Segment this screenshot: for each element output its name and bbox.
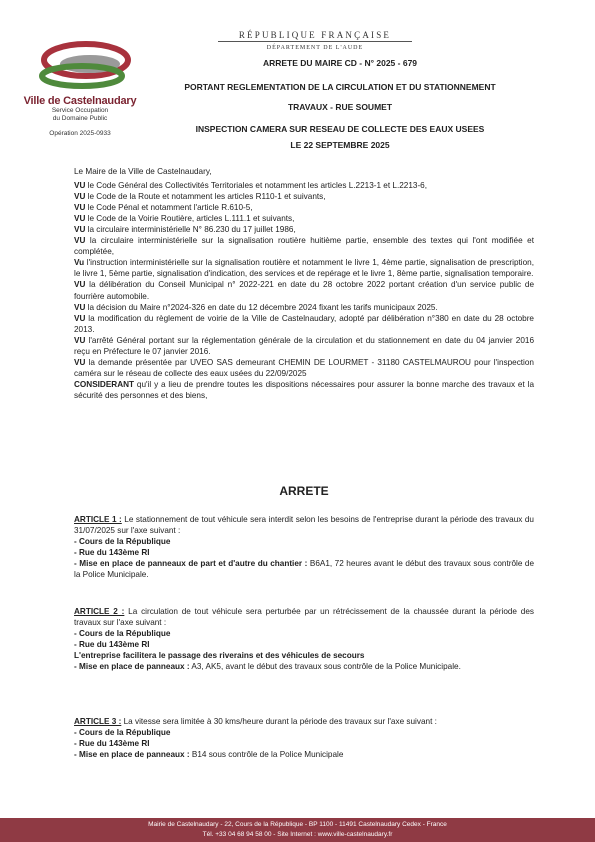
article-text: La vitesse sera limitée à 30 kms/heure durant la période des travaux sur l'axe suivant : <box>121 717 437 726</box>
decree-inspection: INSPECTION CAMERA SUR RESEAU DE COLLECTE DES EAUX USEES <box>195 124 485 134</box>
decree-works: TRAVAUX - RUE SOUMET <box>287 102 393 112</box>
decree-number: ARRETE DU MAIRE CD - N° 2025 - 679 <box>262 58 418 68</box>
preamble-text: le Code de la Route et notamment les articles R110-1 et suivants, <box>85 192 326 202</box>
article-label: ARTICLE 1 : <box>74 515 122 524</box>
article-line: - Rue du 143ème RI <box>74 548 150 558</box>
preamble-keyword: VU <box>74 214 86 224</box>
preamble-item <box>74 180 534 191</box>
preamble-text: la modification du règlement de voirie de la Ville de Castelnaudary, adopté par délibération n°380 en date du 28 octobre 2013. <box>74 313 534 334</box>
republic-divider <box>218 41 412 42</box>
preamble-text: la circulaire interministérielle sur la signalisation routière huitième partie, ensemble des textes qui l'ont modifiée et complétée, <box>74 236 534 257</box>
preamble-item <box>74 191 534 202</box>
decree-date: LE 22 SEPTEMBRE 2025 <box>290 140 390 150</box>
preamble-keyword: VU <box>74 181 86 191</box>
preamble-keyword: CONSIDERANT <box>74 379 135 389</box>
preamble-keyword: Vu <box>74 258 85 268</box>
decree-subject: PORTANT REGLEMENTATION DE LA CIRCULATION ET DU STATIONNEMENT <box>184 82 496 92</box>
preamble-item <box>74 257 534 279</box>
article-line: - Rue du 143ème RI <box>74 739 150 749</box>
operation-number: Opération 2025-0933 <box>49 130 111 137</box>
preamble-text: le Code Pénal et notamment l'article R.610-5, <box>85 203 253 213</box>
article-line: - Mise en place de panneaux de part et d'autre du chantier : B6A1, 72 heures avant le début des travaux sous contrôle de la Police Municipale. <box>74 559 535 580</box>
preamble-item <box>74 235 534 257</box>
city-name: Ville de Castelnaudary <box>23 95 137 107</box>
department-heading: DÉPARTEMENT DE L'AUDE <box>266 45 364 51</box>
preamble-keyword: VU <box>74 280 86 290</box>
preamble-item <box>74 224 534 235</box>
preamble-item <box>74 357 534 379</box>
preamble-text: la demande présentée par UVEO SAS demeurant CHEMIN DE LOURMET - 31180 CASTELMAUROU pour l'inspection caméra sur le réseau de collecte des eaux usées du 22/09/2025 <box>74 357 534 378</box>
preamble-keyword: VU <box>74 203 86 213</box>
preamble-text: le Code Général des Collectivités Territoriales et notamment les articles L.2213-1 et L.2213-6, <box>85 181 427 191</box>
article-label: ARTICLE 3 : <box>74 717 122 726</box>
preamble-text: le Code de la Voirie Routière, articles L.111.1 et suivants, <box>85 214 295 224</box>
preamble-text: l'instruction interministérielle sur la signalisation routière et notamment le livre 1, 4ème partie, signalisation de prescription, le livre 1, 5ème partie, signalisation d'indication, des services et de repérage et le livre 1, 8ème partie, signalisation temporaire. <box>74 258 534 279</box>
article-line: - Cours de la République <box>74 728 171 738</box>
preamble-item <box>74 213 534 224</box>
article-line: - Cours de la République <box>74 537 171 547</box>
preamble-text: la décision du Maire n°2024-326 en date du 12 décembre 2024 fixant les tarifs municipaux 2025. <box>85 302 438 312</box>
article-text: La circulation de tout véhicule sera perturbée par un rétrécissement de la chaussée durant la période des travaux sur l'axe suivant : <box>74 607 534 628</box>
preamble-keyword: VU <box>74 192 86 202</box>
article-line: L'entreprise facilitera le passage des riverains et des véhicules de secours <box>74 651 365 661</box>
preamble-text: la circulaire interministérielle N° 86.230 du 17 juillet 1986, <box>85 225 296 235</box>
preamble-item <box>74 302 534 313</box>
preamble-text: la délibération du Conseil Municipal n° 2022-221 en date du 28 octobre 2022 portant création d'un service public de fourrière automobile. <box>74 280 534 301</box>
article-line: - Rue du 143ème RI <box>74 640 150 650</box>
preamble-keyword: VU <box>74 236 86 246</box>
article-1 <box>74 514 534 580</box>
preamble-text: l'arrêté Général portant sur la réglementation générale de la circulation et du stationnement en date du 04 janvier 2016 reçu en Préfecture le 07 janvier 2016. <box>74 335 534 356</box>
preamble-keyword: VU <box>74 313 86 323</box>
preamble <box>74 166 534 401</box>
article-line: - Cours de la République <box>74 629 171 639</box>
article-line: - Mise en place de panneaux : B14 sous contrôle de la Police Municipale <box>74 750 344 760</box>
footer-address: Mairie de Castelnaudary - 22, Cours de la République - BP 1100 - 11491 Castelnaudary Cedex - France <box>148 821 447 828</box>
article-3 <box>74 716 534 760</box>
preamble-item <box>74 335 534 357</box>
republic-heading: RÉPUBLIQUE FRANÇAISE <box>238 30 392 40</box>
article-text: Le stationnement de tout véhicule sera interdit selon les besoins de l'entreprise durant la période des travaux du 31/07/2025 sur l'axe suivant : <box>74 515 534 536</box>
article-line: - Mise en place de panneaux : A3, AK5, avant le début des travaux sous contrôle de la Police Municipale. <box>74 662 461 672</box>
preamble-keyword: VU <box>74 357 86 367</box>
footer-contact: Tél. +33 04 68 94 58 00 - Site Internet : www.ville-castelnaudary.fr <box>202 831 393 838</box>
preamble-keyword: VU <box>74 335 86 345</box>
preamble-item <box>74 279 534 301</box>
article-2 <box>74 606 534 672</box>
preamble-item <box>74 202 534 213</box>
preamble-item <box>74 379 534 401</box>
preamble-keyword: VU <box>74 302 86 312</box>
preamble-text: qu'il y a lieu de prendre toutes les dispositions nécessaires pour assurer la bonne marche des travaux et la sécurité des personnes et des biens, <box>74 379 534 400</box>
article-label: ARTICLE 2 : <box>74 607 125 616</box>
preamble-item <box>74 313 534 335</box>
city-logo <box>38 40 133 92</box>
preamble-intro: Le Maire de la Ville de Castelnaudary, <box>74 167 212 176</box>
arrete-heading: ARRETE <box>279 484 329 498</box>
preamble-keyword: VU <box>74 225 86 235</box>
service-name: Service Occupation du Domaine Public <box>51 107 109 122</box>
